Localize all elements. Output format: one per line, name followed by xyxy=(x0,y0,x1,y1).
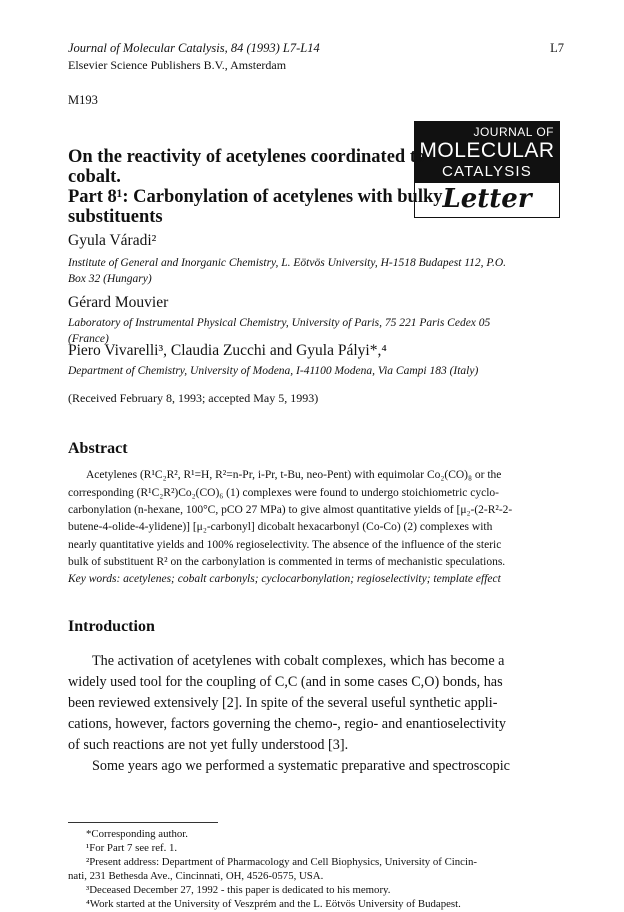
affiliation-1-line-2: Box 32 (Hungary) xyxy=(68,273,152,285)
footnote-4: ³Deceased December 27, 1992 - this paper is dedicated to his memory. xyxy=(86,884,391,896)
logo-line-1: JOURNAL OF xyxy=(473,125,554,139)
abstract-line-1: Acetylenes (R¹C₂R², R¹=H, R²=n-Pr, i-Pr, t-Bu, neo-Pent) with equimolar Co₂(CO)₈ or the xyxy=(86,469,502,481)
received-dates: (Received February 8, 1993; accepted May 5, 1993) xyxy=(68,391,319,405)
title-line-2: cobalt. xyxy=(68,167,121,187)
logo-letter-word: Letter xyxy=(442,184,532,214)
abstract-line-4: butene-4-olide-4-ylidene)] [μ₂-carbonyl] dicobalt hexacarbonyl (Co-Co) (2) complexes with xyxy=(68,521,493,533)
manuscript-code: M193 xyxy=(68,93,98,107)
footnote-1: *Corresponding author. xyxy=(86,828,188,840)
title-line-1: On the reactivity of acetylenes coordinated to xyxy=(68,147,426,167)
intro-line-2: widely used tool for the coupling of C,C (and in some cases C,O) bonds, has xyxy=(68,674,503,690)
journal-citation: Journal of Molecular Catalysis, 84 (1993) L7-L14 xyxy=(68,41,320,55)
author-1: Gyula Váradi² xyxy=(68,232,157,249)
page-number: L7 xyxy=(550,41,564,55)
journal-logo-banner xyxy=(414,121,560,183)
affiliation-1-line-1: Institute of General and Inorganic Chemistry, L. Eötvös University, H-1518 Budapest 112, P.O. xyxy=(68,257,507,269)
publisher-line: Elsevier Science Publishers B.V., Amsterdam xyxy=(68,58,287,72)
footnote-3: ²Present address: Department of Pharmacology and Cell Biophysics, University of Cincin- xyxy=(86,856,477,868)
intro-line-6: Some years ago we performed a systematic preparative and spectroscopic xyxy=(92,758,510,774)
intro-line-4: cations, however, factors governing the chemo-, regio- and enantioselectivity xyxy=(68,716,506,732)
footnote-5: ⁴Work started at the University of Veszprém and the L. Eötvös University of Budapest. xyxy=(86,898,461,910)
affiliation-2-line-1: Laboratory of Instrumental Physical Chemistry, University of Paris, 75 221 Paris Cedex 05 xyxy=(68,317,491,329)
introduction-heading: Introduction xyxy=(68,618,155,635)
affiliation-2-line-2: (France) xyxy=(68,333,109,345)
logo-line-3: CATALYSIS xyxy=(442,163,532,180)
title-line-3: Part 8¹: Carbonylation of acetylenes with bulky xyxy=(68,187,443,207)
intro-line-1: The activation of acetylenes with cobalt complexes, which has become a xyxy=(92,653,505,669)
abstract-line-5: nearly quantitative yields and 100% regioselectivity. The absence of the influence of the steric xyxy=(68,539,502,551)
logo-line-2: MOLECULAR xyxy=(419,139,555,162)
keywords: Key words: acetylenes; cobalt carbonyls; cyclocarbonylation; regioselectivity; template effect xyxy=(68,573,501,585)
intro-line-5: of such reactions are not yet fully understood [3]. xyxy=(68,737,349,753)
affiliation-3-line-1: Department of Chemistry, University of Modena, I-41100 Modena, Via Campi 183 (Italy) xyxy=(68,365,479,377)
abstract-line-2: corresponding (R¹C₂R²)Co₂(CO)₆ (1) complexes were found to undergo stoichiometric cyclo- xyxy=(68,487,500,499)
abstract-line-6: bulk of substituent R² on the carbonylation is commented in terms of mechanistic speculations. xyxy=(68,556,506,568)
abstract-line-3: carbonylation (n-hexane, 100°C, pCO 27 MPa) to give almost quantitative yields of [μ₂-(2-R²-2- xyxy=(68,504,513,516)
title-line-4: substituents xyxy=(68,207,163,227)
abstract-heading: Abstract xyxy=(68,440,128,457)
footnote-2: ¹For Part 7 see ref. 1. xyxy=(86,842,178,854)
author-3: Piero Vivarelli³, Claudia Zucchi and Gyula Pályi*,⁴ xyxy=(68,342,387,359)
author-2: Gérard Mouvier xyxy=(68,294,169,311)
intro-line-3: been reviewed extensively [2]. In spite of the several useful synthetic appli- xyxy=(68,695,498,711)
footnote-divider xyxy=(68,822,218,823)
footnote-3-continued: nati, 231 Bethesda Ave., Cincinnati, OH, 4526-0575, USA. xyxy=(68,870,324,882)
